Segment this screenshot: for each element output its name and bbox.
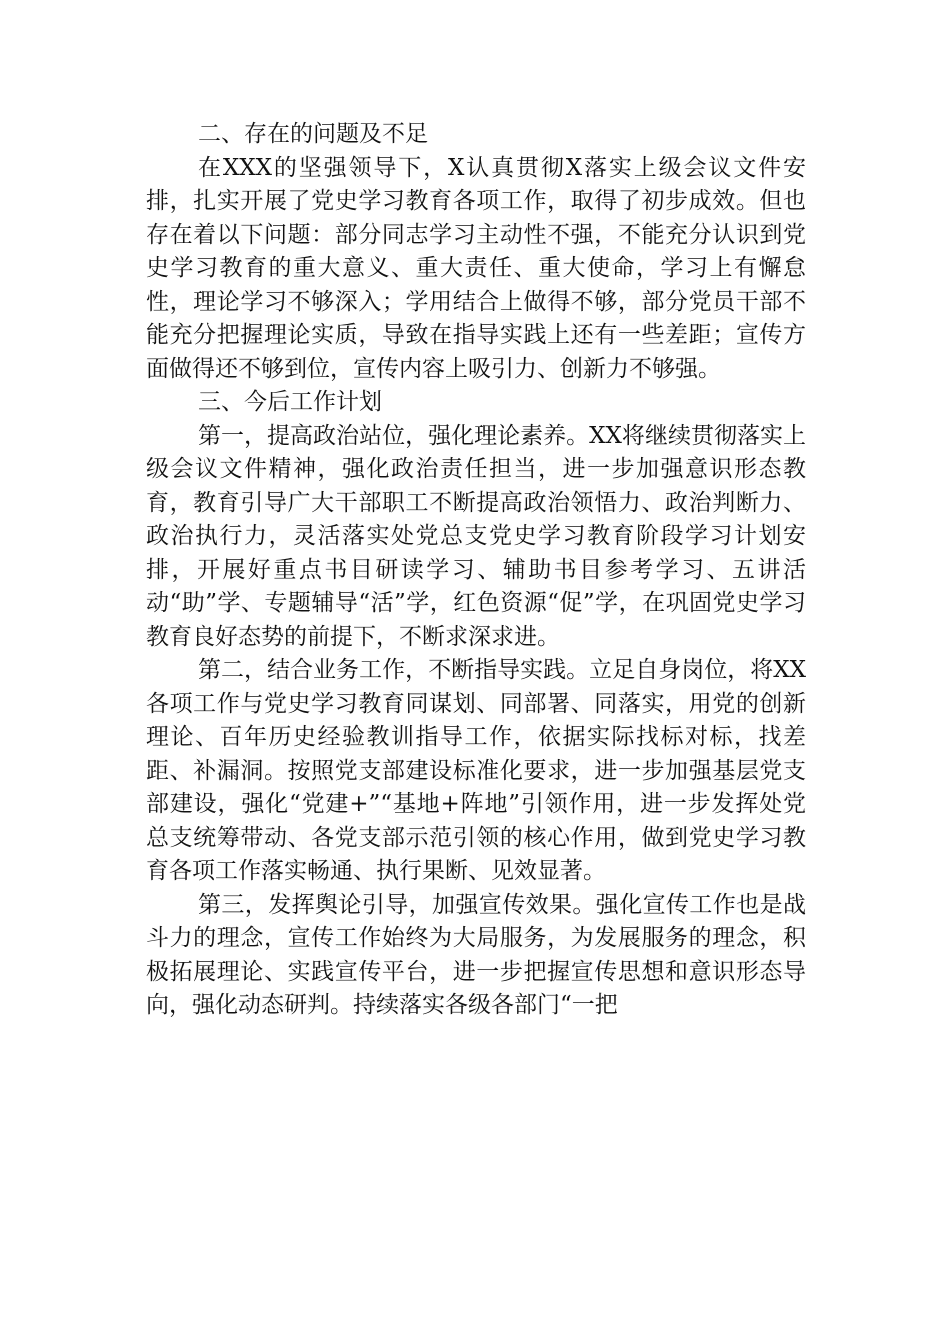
paragraph-plan-second: 第二，结合业务工作，不断指导实践。立足自身岗位，将XX各项工作与党史学习教育同谋划、同部署、同落实，用党的创新理论、百年历史经验教训指导工作，依据实际找标对标，找差距、补漏洞。按照党支部建设标准化要求，进一步加强基层党支部建设，强化“党建+”“基地+阵地”引领作用，进一步发挥处党总支统筹带动、各党支部示范引领的核心作用，做到党史学习教育各项工作落实畅通、执行果断、见效显著。 — [146, 657, 806, 884]
paragraph-problems: 在XXX的坚强领导下，X认真贯彻X落实上级会议文件安排，扎实开展了党史学习教育各项工作，取得了初步成效。但也存在着以下问题：部分同志学习主动性不强，不能充分认识到党史学习教育的重大意义、重大责任、重大使命，学习上有懈怠性，理论学习不够深入；学用结合上做得不够，部分党员干部不能充分把握理论实质，导致在指导实践上还有一些差距；宣传方面做得还不够到位，宣传内容上吸引力、创新力不够强。 — [146, 154, 806, 382]
paragraph-plan-first: 第一，提高政治站位，强化理论素养。XX将继续贯彻落实上级会议文件精神，强化政治责任担当，进一步加强意识形态教育，教育引导广大干部职工不断提高政治领悟力、政治判断力、政治执行力，灵活落实处党总支党史学习教育阶段学习计划安排，开展好重点书目研读学习、辅助书目参考学习、五讲活动“助”学、专题辅导“活”学，红色资源“促”学，在巩固党史学习教育良好态势的前提下，不断求深求进。 — [146, 422, 806, 650]
section-heading-problems: 二、存在的问题及不足 — [198, 121, 428, 147]
section-heading-plan: 三、今后工作计划 — [198, 389, 382, 415]
paragraph-plan-third: 第三，发挥舆论引导，加强宣传效果。强化宣传工作也是战斗力的理念，宣传工作始终为大局服务，为发展服务的理念，积极拓展理论、实践宣传平台，进一步把握宣传思想和意识形态导向，强化动态研判。持续落实各级各部门“一把 — [146, 891, 806, 1018]
document-body — [146, 118, 806, 1023]
